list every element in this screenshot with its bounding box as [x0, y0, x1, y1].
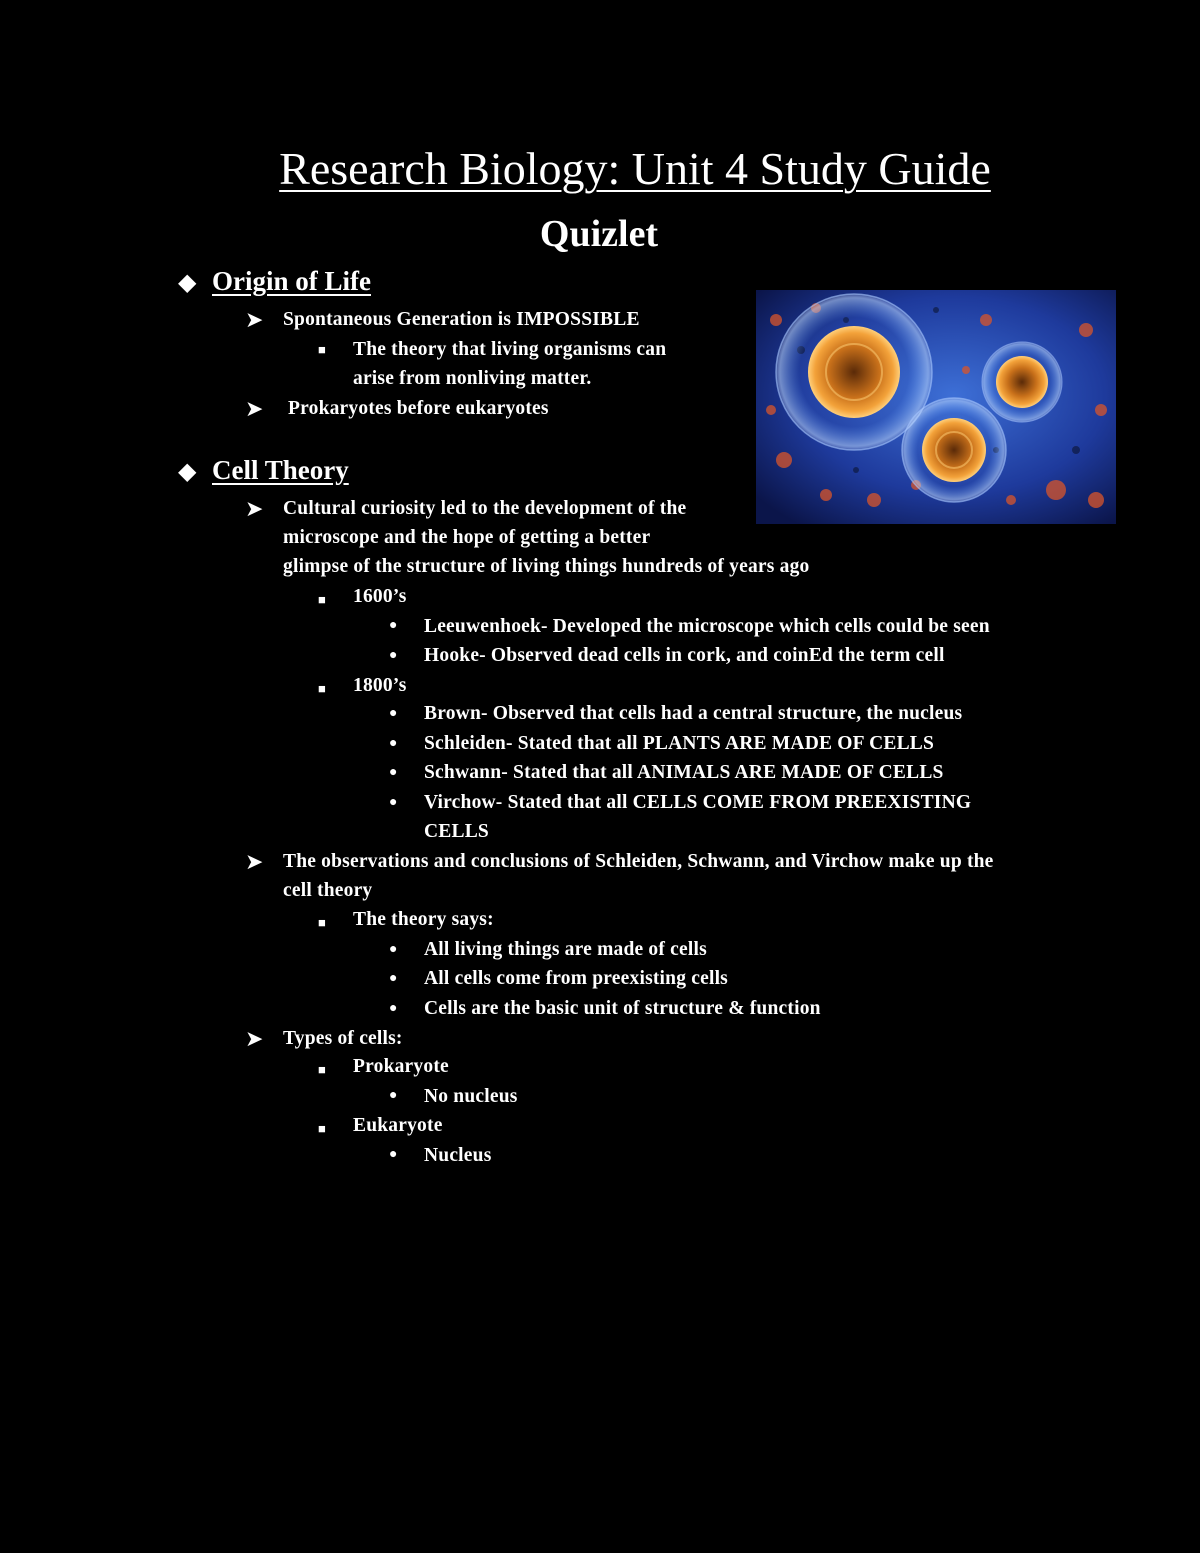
round-bullet-icon: ● [389, 1001, 398, 1016]
round-bullet-icon: ● [389, 1147, 398, 1162]
list-item: All living things are made of cells [424, 939, 707, 960]
list-item: Hooke- Observed dead cells in cork, and coinEd the term cell [424, 645, 945, 666]
square-bullet-icon: ■ [318, 592, 326, 607]
square-bullet-icon: ■ [318, 915, 326, 930]
arrowhead-icon: ➤ [245, 849, 264, 874]
round-bullet-icon: ● [389, 648, 398, 663]
square-bullet-icon: ■ [318, 681, 326, 696]
page-title: Research Biology: Unit 4 Study Guide [279, 143, 991, 194]
list-item: Prokaryote [353, 1056, 449, 1077]
arrowhead-icon: ➤ [245, 496, 264, 521]
cells-microscope-image [756, 290, 1116, 524]
list-item: Nucleus [424, 1145, 492, 1166]
round-bullet-icon: ● [389, 1088, 398, 1103]
square-bullet-icon: ■ [318, 1062, 326, 1077]
round-bullet-icon: ● [389, 795, 398, 810]
round-bullet-icon: ● [389, 971, 398, 986]
round-bullet-icon: ● [389, 765, 398, 780]
list-item: Cells are the basic unit of structure & function [424, 998, 821, 1019]
section-cell-theory [178, 455, 349, 486]
list-item: Schleiden- Stated that all PLANTS ARE MADE OF CELLS [424, 733, 935, 754]
list-item: The theory says: [353, 909, 494, 930]
square-bullet-icon: ■ [318, 342, 326, 357]
diamond-icon: ◆ [178, 458, 197, 485]
list-item: 1800’s [353, 675, 407, 696]
list-item: The theory that living organisms can [353, 339, 667, 360]
square-bullet-icon: ■ [318, 1121, 326, 1136]
section-heading: Cell Theory [212, 455, 349, 485]
list-item-continued: cell theory [283, 880, 373, 901]
round-bullet-icon: ● [389, 706, 398, 721]
section-origin-of-life [178, 266, 371, 297]
page-subtitle: Quizlet [539, 213, 659, 255]
list-item: All cells come from preexisting cells [424, 968, 728, 989]
list-item: Prokaryotes before eukaryotes [288, 398, 549, 419]
list-item: Cultural curiosity led to the development of the [283, 498, 687, 519]
diamond-icon: ◆ [178, 269, 197, 296]
arrowhead-icon: ➤ [245, 307, 264, 332]
list-item: Leeuwenhoek- Developed the microscope which cells could be seen [424, 616, 990, 637]
list-item: Virchow- Stated that all CELLS COME FROM PREEXISTING [424, 792, 972, 813]
arrowhead-icon: ➤ [245, 1026, 264, 1051]
list-item-continued: arise from nonliving matter. [353, 368, 592, 389]
list-item: Brown- Observed that cells had a central structure, the nucleus [424, 703, 963, 724]
list-item-continued: glimpse of the structure of living things hundreds of years ago [283, 556, 810, 577]
arrowhead-icon: ➤ [245, 396, 264, 421]
round-bullet-icon: ● [389, 736, 398, 751]
list-item-continued: CELLS [424, 821, 489, 842]
list-item: No nucleus [424, 1086, 518, 1107]
list-item: The observations and conclusions of Schleiden, Schwann, and Virchow make up the [283, 851, 994, 872]
list-item: 1600’s [353, 586, 407, 607]
round-bullet-icon: ● [389, 618, 398, 633]
list-item: Spontaneous Generation is IMPOSSIBLE [283, 309, 640, 330]
section-heading: Origin of Life [212, 266, 371, 296]
list-item: Schwann- Stated that all ANIMALS ARE MADE OF CELLS [424, 762, 944, 783]
list-item: Eukaryote [353, 1115, 443, 1136]
round-bullet-icon: ● [389, 942, 398, 957]
list-item: Types of cells: [283, 1028, 403, 1049]
list-item-continued: microscope and the hope of getting a better [283, 527, 651, 548]
